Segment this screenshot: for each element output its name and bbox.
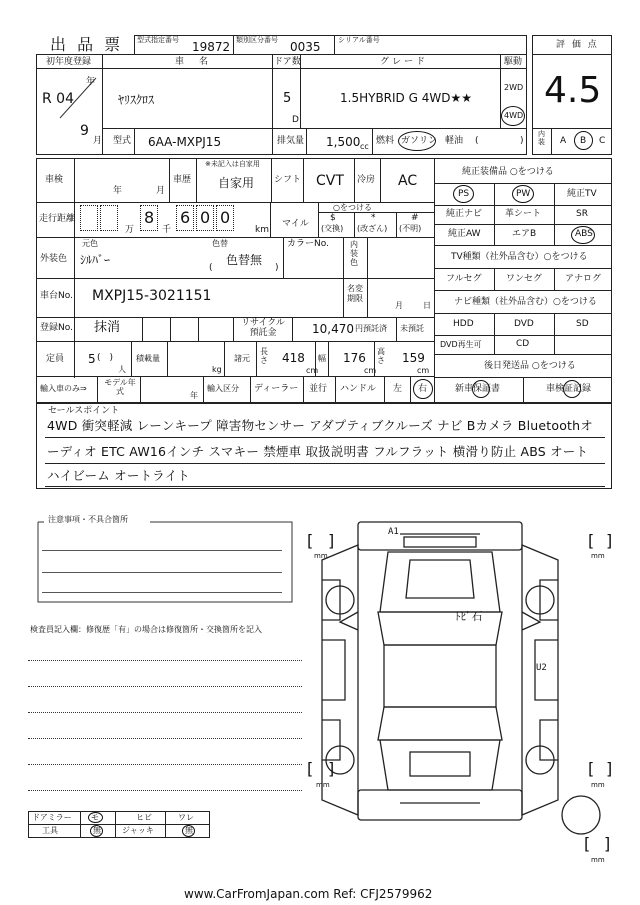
bracket-bl-open: [ [307, 759, 314, 778]
displacement-label: 排気量 [277, 136, 305, 146]
person-unit: 人 [118, 365, 126, 374]
mileage-label: 走行距離 [39, 214, 76, 224]
exp-day: 日 [423, 301, 431, 310]
form-title: 出 品 票 [50, 35, 124, 54]
interior-c: C [599, 136, 606, 146]
navi-sd: SD [576, 319, 589, 329]
import-type-label: 輸入区分 [207, 384, 239, 393]
equip-pw: PW [516, 189, 531, 199]
sen-unit: 千 [162, 225, 172, 235]
wa-label: ワレ [178, 813, 194, 822]
recycle-label: リサイクル預託金 [241, 318, 285, 338]
equip-sr: SR [576, 209, 588, 219]
history-value: 自家用 [218, 176, 255, 190]
handle-right: 右 [418, 384, 428, 394]
mirror-label: ドアミラー [32, 813, 72, 822]
equip-airbag: エアB [512, 229, 537, 239]
month-unit: 月 [93, 136, 103, 146]
bracket-spare-open: [ [584, 834, 591, 853]
km-unit: km [255, 225, 269, 235]
mm-tr: mm [591, 552, 605, 560]
mm-tl: mm [314, 552, 328, 560]
category-no: 0035 [290, 40, 321, 54]
bracket-bl-close: ] [328, 759, 335, 778]
equip-navi: 純正ナビ [446, 209, 483, 219]
color-label: 外装色 [40, 254, 68, 264]
width-cm: cm [364, 366, 377, 375]
model-spec-no: 19872 [192, 40, 231, 54]
sales-line-1: 4WD 衝突軽減 レーンキープ 障害物センサー アダプティブクルーズ ナビ Bカメラ Bluetoothオ [47, 418, 593, 433]
model-label: 型式 [113, 136, 132, 146]
equip-aw: 純正AW [448, 229, 481, 239]
chassis-label: 車台No. [40, 291, 73, 301]
dims-label: 諸元 [234, 354, 250, 363]
length-cm: cm [306, 366, 319, 375]
damage-u2: U2 [536, 663, 547, 673]
model-value: 6AA-MXPJ15 [148, 135, 222, 149]
capacity-label: 定員 [46, 354, 65, 364]
first-reg-month: 9 [80, 123, 89, 139]
mileage-digit-0b: 0 [220, 208, 231, 227]
mileage-digit-0a: 0 [200, 208, 211, 227]
shift-label: シフト [274, 175, 302, 185]
width-value: 176 [343, 351, 366, 365]
unknown-symbol: # [411, 213, 419, 223]
original-color-label: 元色 [82, 239, 98, 248]
mileage-digit-8: 8 [144, 208, 155, 227]
caution-label: 注意事項・不具合箇所 [48, 515, 128, 524]
exchange-symbol: $ [330, 213, 336, 223]
inspector-label: 検査員記入欄：修復歴「有」の場合は修復箇所・交換箇所を記入 [30, 625, 262, 634]
light-oil: 軽油 [445, 136, 464, 146]
drive-4wd: 4WD [504, 111, 524, 120]
navi-dvd: DVD [514, 319, 534, 329]
dealer: ディーラー [254, 384, 299, 394]
circle-note: ○をつける [333, 203, 372, 212]
damage-a1: A1 [388, 527, 399, 537]
cc-unit: cc [360, 142, 369, 151]
inspection-exp-label: 名変期限 [347, 284, 363, 303]
unknown-label: (不明) [399, 224, 422, 233]
recycle-unpaid: 未預託 [400, 324, 424, 333]
color-change-paren-close: ) [275, 263, 279, 273]
sales-line-3: ハイビーム オートライト [47, 468, 190, 483]
drive-2wd: 2WD [504, 83, 524, 92]
jack-label: ジャッキ [122, 826, 154, 835]
color-no-label: カラーNo. [287, 239, 329, 249]
jack-value: 無 [185, 826, 193, 835]
mileage-digit-6: 6 [180, 208, 191, 227]
tampered-label: (改ざん) [357, 224, 388, 233]
inspection-label: 車検 [45, 175, 64, 185]
tools-label: 工具 [42, 826, 58, 835]
color-change-paren: ( [209, 263, 213, 273]
width-label: 幅 [318, 354, 326, 363]
mm-spare: mm [591, 856, 605, 864]
height-cm: cm [417, 366, 430, 375]
bracket-tl-close: ] [328, 531, 335, 550]
sales-line-2: ーディオ ETC AW16インチ スマキー 禁煙車 取扱説明書 フルフラット 横滑り防止 ABS オート [47, 444, 589, 459]
first-reg-era: R 04 [42, 91, 74, 107]
bracket-tl-open: [ [307, 531, 314, 550]
equip-tv: 純正TV [567, 189, 597, 199]
interior-b: B [580, 136, 587, 146]
fuel-value: ガソリン [401, 136, 438, 146]
doors-label: ドア数 [274, 57, 301, 67]
displacement-value: 1,500 [326, 135, 361, 149]
import-label: 輸入車のみ⇒ [40, 384, 87, 393]
exp-month: 月 [395, 301, 403, 310]
model-spec-label: 型式指定番号 [137, 36, 179, 44]
damage-tobi: ﾄﾋﾞ石 [455, 610, 483, 623]
doc-record: 車検証記録 [546, 384, 592, 394]
hibi-label: ヒビ [136, 813, 152, 822]
serial-label: シリアル番号 [338, 36, 380, 44]
doors-count: 5 [283, 91, 292, 106]
interior-label: 内装 [538, 130, 545, 146]
docs-title: 後日発送品 ○をつける [484, 361, 576, 371]
bracket-br-close: ] [606, 759, 613, 778]
tools-value: 無 [93, 826, 101, 835]
color-change-label: 色替 [212, 239, 228, 248]
length-value: 418 [282, 351, 305, 365]
navi-dvd-play: DVD再生可 [440, 340, 482, 349]
fuel-label: 燃料 [376, 136, 395, 146]
navi-hdd: HDD [453, 319, 474, 329]
tv-fullseg: フルセグ [446, 274, 482, 284]
tampered-symbol: * [371, 213, 376, 223]
handle-left: 左 [393, 384, 403, 394]
category-label: 類別区分番号 [236, 36, 278, 44]
first-reg-label: 初年度登録 [46, 57, 92, 67]
equip-abs: ABS [575, 229, 593, 239]
equip-leather: 革シート [505, 209, 542, 219]
chassis-value: MXPJ15-3021151 [92, 288, 212, 304]
navi-cd: CD [516, 339, 530, 349]
reg-value: 抹消 [94, 320, 121, 335]
tv-title: TV種類（社外品含む）○をつける [451, 252, 588, 262]
grade-score-label: 評 価 点 [556, 40, 599, 50]
paren-close: ) [520, 136, 524, 146]
height-label: 高さ [377, 347, 385, 365]
history-note: ※未記入は自家用 [205, 160, 260, 168]
mm-bl: mm [316, 781, 330, 789]
color-change-value: 色替無 [226, 253, 263, 267]
model-year-label: モデル年式 [104, 378, 136, 396]
capacity-value: 5 [88, 352, 96, 366]
color-value: ｼﾙﾊﾞｰ [80, 253, 111, 267]
interior-a: A [560, 136, 567, 146]
reg-label: 登録No. [40, 323, 73, 333]
car-name: ﾔﾘｽｸﾛｽ [118, 93, 155, 107]
year-unit: 年 [86, 77, 96, 87]
ac-label: 冷房 [357, 175, 376, 185]
mirror-value: モ [91, 813, 99, 822]
mile-label: マイル [282, 219, 309, 229]
load-label: 積載量 [136, 354, 160, 363]
ac-value: AC [398, 173, 418, 189]
car-name-label: 車 名 [175, 57, 212, 67]
capacity-paren: ( ) [97, 353, 114, 363]
footer-ref: www.CarFromJapan.com Ref: CFJ2579962 [184, 887, 433, 901]
model-year-unit: 年 [190, 391, 198, 400]
bracket-br-open: [ [588, 759, 595, 778]
history-label: 車歴 [173, 175, 192, 185]
mm-br: mm [591, 781, 605, 789]
height-value: 159 [402, 351, 425, 365]
shift-value: CVT [316, 173, 344, 189]
man-unit: 万 [125, 225, 135, 235]
handle-label: ハンドル [340, 384, 377, 394]
recycle-paid: 円預託済 [355, 324, 387, 333]
interior-color-label: 内装色 [350, 240, 358, 267]
kg-unit: kg [212, 365, 222, 374]
door-type: D [292, 115, 299, 125]
evaluation-score: 4.5 [544, 70, 602, 111]
inspection-month-unit: 月 [156, 186, 166, 196]
tv-oneseg: ワンセグ [506, 274, 543, 284]
sales-label: セールスポイント [48, 406, 120, 416]
exchange-label: (交換) [321, 224, 344, 233]
bracket-spare-close: ] [604, 834, 611, 853]
grade-value: 1.5HYBRID G 4WD★★ [340, 91, 472, 105]
drive-label: 駆動 [504, 57, 523, 67]
doc-warranty: 新車保証書 [455, 384, 501, 394]
parallel: 並行 [309, 384, 328, 394]
recycle-value: 10,470 [312, 322, 354, 336]
equip-ps: PS [458, 189, 470, 199]
inspection-year-unit: 年 [113, 186, 123, 196]
bracket-tr-open: [ [588, 531, 595, 550]
navi-title: ナビ種類（社外品含む）○をつける [454, 297, 597, 307]
length-label: 長さ [260, 347, 268, 365]
grade-label: グレード [380, 57, 429, 67]
paren-open: ( [475, 136, 479, 146]
tv-analog: アナログ [565, 274, 602, 284]
bracket-tr-close: ] [606, 531, 613, 550]
genuine-title: 純正装備品 ○をつける [462, 167, 554, 177]
